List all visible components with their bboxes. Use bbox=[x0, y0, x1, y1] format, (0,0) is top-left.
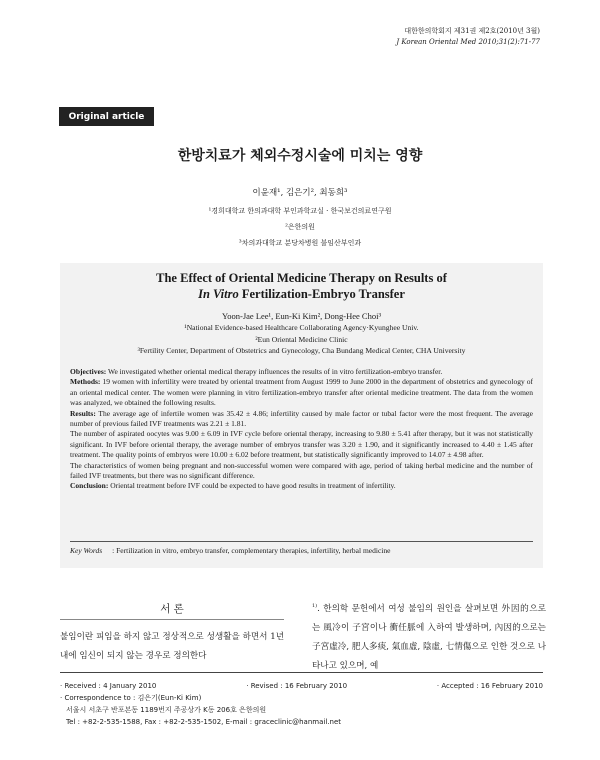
korean-authors: 이윤재¹, 김은기², 최동희³ bbox=[252, 188, 348, 198]
abstract-objectives bbox=[70, 367, 533, 377]
objectives-text: We investigated whether oriental medical therapy influences the results of in vitro fertilization-embryo transfer. bbox=[106, 367, 443, 376]
conclusion-label: Conclusion: bbox=[70, 481, 109, 491]
correspondence-address: 서울시 서초구 반포본동 1189번지 주공상가 K동 206호 은한의원 bbox=[66, 706, 267, 714]
body-text-right-content: . 한의학 문헌에서 여성 불임의 원인을 살펴보면 外因的으로는 風冷이 子宮이나 衝任脈에 入하여 발생하며, 內因的으로는 子宮虛冷, 肥人多痰, 氣血虛, 陰虛, 七情傷으로 인한 것으로 나타나고 있으며, 예 bbox=[312, 603, 546, 671]
keywords-label: Key Words bbox=[70, 546, 103, 555]
methods-text: 19 women with infertility were treated by oriental treatment from August 1999 to June 2000 in the department of obstetrics and gynecology of an oriental medical center. The women were planning in vitro fertilization-embryo transfer after oriental medicine treatment. The data from the women was analyzed, we obtained the following results. bbox=[70, 377, 533, 408]
korean-affiliation-3: ³차의과대학교 분당차병원 불임산부인과 bbox=[238, 239, 362, 247]
english-title bbox=[60, 270, 543, 302]
objectives-label: Objectives: bbox=[70, 367, 107, 376]
footer-dates bbox=[60, 680, 543, 692]
accepted-date: · Accepted : 16 February 2010 bbox=[436, 682, 543, 690]
abstract-conclusion bbox=[70, 481, 533, 491]
correspondence-contact: Tel : +82-2-535-1588, Fax : +82-2-535-1502, E-mail : graceclinic@hanmail.net bbox=[66, 718, 341, 726]
english-authors: Yoon-Jae Lee¹, Eun-Ki Kim², Dong-Hee Choi³ bbox=[221, 311, 382, 321]
footer-divider bbox=[60, 672, 543, 673]
keywords bbox=[70, 546, 533, 555]
abstract-results-2: The number of aspirated oocytes was 9.00 ± 6.09 in IVF cycle before oriental therapy, increasing to 9.80 ± 5.41 after therapy, but it was not statistically significant. In IVF before oriental therapy, the average number of embryos transfer was 3.20 ± 1.90, and it significantly increased to 4.40 ± 1.45 after treatment. The quality points of embryos were 10.00 ± 6.02 before treatment, but statistically significantly improved to 14.07 ± 4.98 after. bbox=[70, 429, 533, 460]
english-title-line1: The Effect of Oriental Medicine Therapy on Results of bbox=[156, 271, 447, 285]
english-title-italic: In Vitro bbox=[198, 287, 239, 301]
korean-title: 한방치료가 체외수정시술에 미치는 영향 bbox=[177, 148, 423, 164]
abstract-results bbox=[70, 409, 533, 430]
korean-affiliation-1: ¹경희대학교 한의과대학 부인과학교실 · 한국보건의료연구원 bbox=[208, 207, 392, 215]
correspondence: · Correspondence to : 김은기(Eun-Ki Kim) bbox=[60, 694, 202, 702]
korean-affiliation-2: ²은한의원 bbox=[285, 223, 315, 231]
english-affiliation-1: ¹National Evidence-based Healthcare Collaborating Agency·Kyunghee Univ. bbox=[184, 323, 419, 332]
body-text-right bbox=[312, 597, 546, 676]
journal-citation-kr: 대한한의학회지 제31권 제2호(2010년 3월) bbox=[404, 27, 540, 35]
keywords-text: : Fertilization in vitro, embryo transfer, complementary therapies, infertility, herbal medicine bbox=[112, 546, 391, 555]
footer bbox=[60, 680, 543, 728]
english-title-rest: Fertilization-Embryo Transfer bbox=[238, 287, 405, 301]
section-divider bbox=[60, 619, 284, 620]
english-affiliations bbox=[60, 322, 543, 357]
abstract-methods bbox=[70, 377, 533, 408]
results-label: Results: bbox=[70, 408, 96, 418]
journal-header bbox=[396, 26, 540, 48]
english-title-line2 bbox=[60, 286, 543, 302]
korean-affiliations bbox=[0, 203, 600, 251]
body-text-left: 불임이란 피임을 하지 않고 정상적으로 성생활을 하면서 1년 내에 임신이 되지 않는 경우로 정의한다 bbox=[60, 632, 284, 661]
english-affiliation-3: ³Fertility Center, Department of Obstetrics and Gynecology, Cha Bundang Medical Center, CHA University bbox=[137, 346, 466, 355]
article-type-badge: Original article bbox=[59, 107, 154, 126]
methods-label: Methods: bbox=[70, 377, 101, 387]
journal-citation-en: J Korean Oriental Med 2010;31(2):71-77 bbox=[396, 38, 540, 46]
english-affiliation-2: ²Eun Oriental Medicine Clinic bbox=[255, 334, 348, 344]
conclusion-text: Oriental treatment before IVF could be expected to have good results in treatment of infertility. bbox=[108, 481, 396, 491]
received-date: · Received : 4 January 2010 bbox=[60, 682, 157, 690]
results-text: The average age of infertile women was 35.42 ± 4.86; infertility caused by male factor or tubal factor were the most frequent. The average number of previous failed IVF treatments was 2.21 ± 1.81. bbox=[70, 408, 533, 429]
keywords-divider bbox=[70, 541, 533, 542]
abstract-text bbox=[70, 367, 533, 492]
section-heading-introduction: 서 론 bbox=[160, 603, 184, 615]
revised-date: · Revised : 16 February 2010 bbox=[246, 682, 348, 690]
reference-marker: 1) bbox=[312, 603, 318, 609]
abstract-results-3: The characteristics of women being pregnant and non-successful women were compared with age, period of taking herbal medicine and the number of failed IVF treatments, but there was no significant difference. bbox=[70, 460, 533, 481]
